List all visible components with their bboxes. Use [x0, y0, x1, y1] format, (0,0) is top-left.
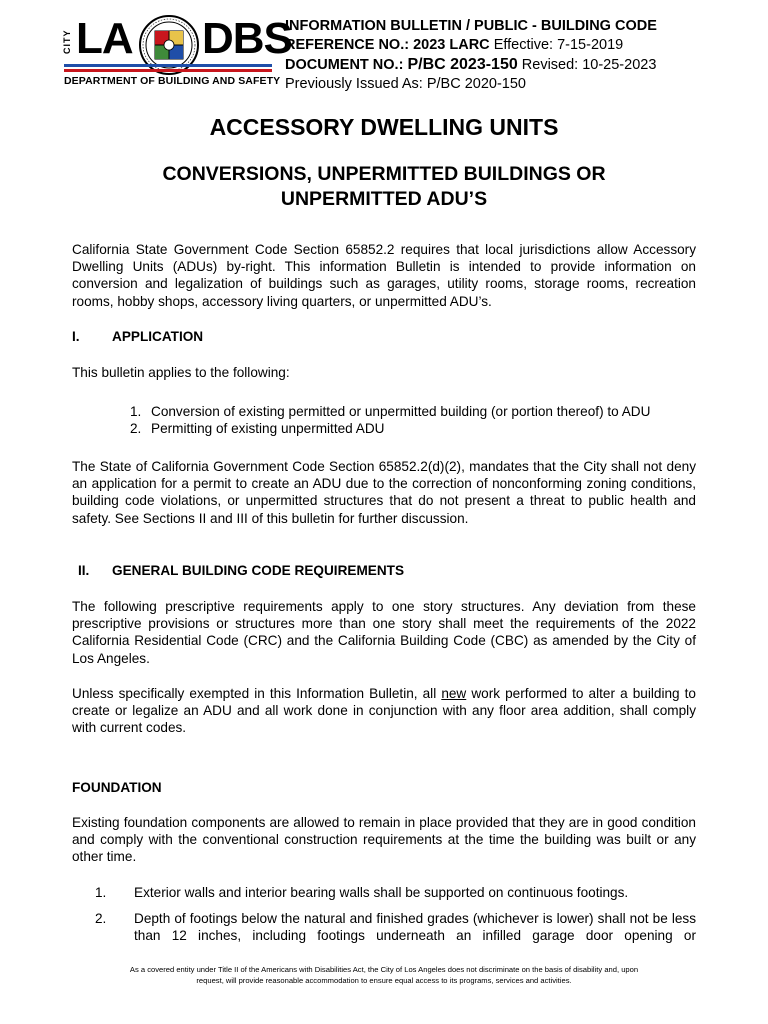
- effective-date: Effective: 7-15-2019: [493, 37, 624, 53]
- header-reference: [285, 36, 657, 55]
- document-number: P/BC 2023-150: [407, 56, 518, 73]
- foundation-item2-text: Depth of footings below the natural and finished grades (whichever is lower) shall not be less than 12 inches, including footings underneath an infilled garage door opening or: [134, 911, 696, 944]
- section1-item2-text: Permitting of existing unpermitted ADU: [151, 421, 385, 436]
- logo-stripes: [64, 64, 272, 74]
- logo-stripe-blue: [64, 64, 272, 67]
- section2-title: GENERAL BUILDING CODE REQUIREMENTS: [112, 563, 405, 578]
- logo-department-name: DEPARTMENT OF BUILDING AND SAFETY: [64, 75, 281, 87]
- subtitle-line1: CONVERSIONS, UNPERMITTED BUILDINGS OR: [162, 163, 606, 185]
- section1-title: APPLICATION: [112, 329, 204, 344]
- section2-paragraph1: The following prescriptive requirements apply to one story structures. Any deviation from these prescriptive provisions or structures more than one story shall meet the requirements of the 2022 California Residential Code (CRC) and the California Building Code (CBC) as amended by the City of Los Angeles.: [72, 599, 696, 666]
- section2-paragraph2: Unless specifically exempted in this Information Bulletin, all new work performed to alter a building to create or legalize an ADU and all work done in conjunction with any floor area addition, shall comply with current codes.: [72, 686, 696, 736]
- foundation-item1-number: 1.: [95, 885, 107, 900]
- ladbs-logo: [62, 14, 292, 90]
- section1-number: I.: [72, 329, 80, 344]
- header-document: [285, 55, 657, 75]
- foundation-title: FOUNDATION: [72, 780, 162, 795]
- header-line1: INFORMATION BULLETIN / PUBLIC - BUILDING CODE: [285, 18, 657, 34]
- bulletin-header: [285, 17, 657, 94]
- foundation-item1-text: Exterior walls and interior bearing walls shall be supported on continuous footings.: [134, 885, 629, 900]
- logo-stripe-red: [64, 69, 272, 72]
- page-subtitle: [60, 162, 708, 212]
- foundation-paragraph: Existing foundation components are allowed to remain in place provided that they are in good condition and comply with the conventional construction requirements at the time the building was built or any other time.: [72, 815, 696, 865]
- underlined-new: new: [441, 686, 467, 701]
- revised-date: Revised: 10-25-2023: [521, 57, 657, 73]
- logo-city-text: CITY: [62, 29, 72, 54]
- foundation-item2-number: 2.: [95, 911, 107, 926]
- section1-lead: This bulletin applies to the following:: [72, 365, 290, 380]
- logo-dbs-text: DBS: [202, 14, 292, 63]
- section2-number: II.: [78, 563, 90, 578]
- section1-item1-text: Conversion of existing permitted or unpermitted building (or portion thereof) to ADU: [151, 404, 651, 419]
- subtitle-line2: UNPERMITTED ADU’S: [280, 188, 488, 210]
- footer-line1: As a covered entity under Title II of the Americans with Disabilities Act, the City of Los Angeles does not discriminate on the basis of disability and, upon: [129, 965, 639, 974]
- document-label: DOCUMENT NO.:: [285, 57, 404, 73]
- page-title: ACCESSORY DWELLING UNITS: [209, 114, 559, 140]
- logo-la-text: LA: [76, 14, 133, 63]
- section1-item2-number: 2.: [130, 421, 142, 436]
- section1-item1-number: 1.: [130, 404, 142, 419]
- section1-paragraph: The State of California Government Code Section 65852.2(d)(2), mandates that the City shall not deny an application for a permit to create an ADU due to the correction of nonconforming zoning conditions, building code violations, or unpermitted structures that do not present a threat to public health and safety. See Sections II and III of this bulletin for further discussion.: [72, 459, 696, 526]
- intro-paragraph: California State Government Code Section 65852.2 requires that local jurisdictions allow Accessory Dwelling Units (ADUs) by-right. This information Bulletin is intended to provide information on conversion and legalization of buildings such as garages, utility rooms, storage rooms, recreation rooms, hobby shops, accessory living quarters, or unpermitted ADU’s.: [72, 242, 696, 309]
- footer-line2: request, will provide reasonable accommodation to ensure equal access to its programs, services and activities.: [196, 976, 572, 985]
- header-previous: Previously Issued As: P/BC 2020-150: [285, 76, 526, 92]
- ada-footer: [60, 964, 708, 986]
- reference-label: REFERENCE NO.: 2023 LARC: [285, 37, 490, 53]
